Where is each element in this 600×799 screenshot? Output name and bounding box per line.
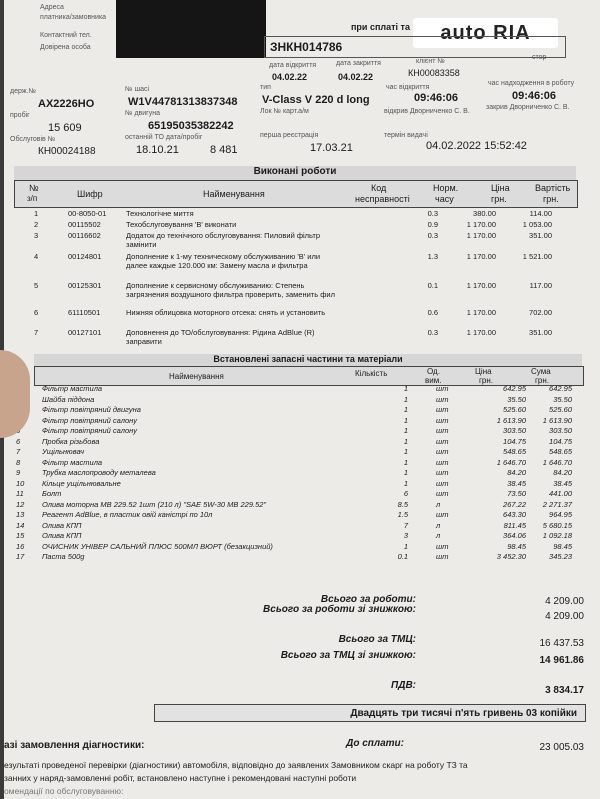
part-qty: 1 bbox=[403, 436, 408, 446]
card-number-label: Лок № карт.а/м bbox=[260, 108, 309, 115]
part-sum: 964.95 bbox=[549, 510, 572, 519]
col-part-sum: Сума bbox=[531, 367, 551, 376]
part-name: ОЧИСНИК УНІВЕР САЛЬНИЙ ПЛЮС 500МЛ ВЮРТ (безакцизний) bbox=[42, 541, 273, 551]
part-sum: 35.50 bbox=[553, 394, 572, 404]
parts-section-title: Встановлені запасні частини та матеріали bbox=[34, 354, 582, 366]
part-qty: 7 bbox=[403, 520, 408, 530]
part-price: 73.50 bbox=[507, 489, 526, 498]
work-cost: 351.00 bbox=[529, 328, 552, 337]
part-sum: 84.20 bbox=[553, 468, 572, 477]
order-time: 09:46:06 bbox=[414, 92, 459, 104]
col-qty: Кількість bbox=[355, 369, 388, 378]
reg-number-label: держ.№ bbox=[10, 88, 37, 95]
work-code: 00-8050-01 bbox=[68, 209, 107, 218]
engine-number-label: № двигуна bbox=[125, 110, 160, 117]
part-qty: 1.5 bbox=[397, 510, 408, 519]
amount-in-words: Двадцять три тисячі п'ять гривень 03 копійки bbox=[350, 708, 577, 719]
order-time-label: час відкриття bbox=[386, 84, 430, 91]
watermark-logo: auto RIA bbox=[413, 18, 558, 48]
part-number: 10 bbox=[16, 478, 25, 488]
col-part-name: Найменування bbox=[169, 372, 224, 381]
part-number: 17 bbox=[16, 552, 25, 561]
col-unit-sub: вим. bbox=[425, 376, 442, 385]
client-label: клієнт № bbox=[416, 58, 445, 65]
close-date: 04.02.22 bbox=[338, 72, 374, 82]
part-number: 16 bbox=[16, 541, 25, 551]
vin: W1V44781313837348 bbox=[128, 96, 238, 108]
col-price-sub: грн. bbox=[491, 194, 507, 204]
part-unit: шт bbox=[436, 405, 449, 414]
part-sum: 5 680.15 bbox=[542, 520, 572, 530]
col-part-price: Ціна bbox=[475, 367, 492, 376]
part-number: 14 bbox=[16, 520, 25, 530]
diagnostics-text-1: езультаті проведеної перевірки (діагностики) автомобіля, відповідно до заявлених Замовником скарг на роботу ТЗ та bbox=[4, 760, 468, 770]
work-name: Додаток до технічного обслуговування: Пиловий фільтр замінити bbox=[126, 231, 320, 249]
part-price: 548.65 bbox=[503, 447, 526, 456]
mileage-label: пробіг bbox=[10, 112, 30, 119]
work-code: 61110501 bbox=[68, 308, 101, 317]
work-price: 1 170.00 bbox=[466, 231, 496, 240]
work-norm: 1.3 bbox=[427, 252, 438, 261]
order-number: ЗНКН014786 bbox=[270, 40, 343, 54]
col-fault-code-sub: несправності bbox=[355, 194, 410, 204]
part-sum: 2 271.37 bbox=[542, 499, 572, 509]
work-name: Технологічне миття bbox=[126, 209, 194, 218]
work-norm: 0.1 bbox=[427, 281, 438, 290]
delivery-datetime: 04.02.2022 15:52:42 bbox=[426, 140, 527, 152]
parts-table-header bbox=[34, 366, 584, 386]
part-number: 11 bbox=[16, 489, 24, 498]
part-unit: шт bbox=[436, 394, 449, 404]
stop-label: стор bbox=[532, 54, 547, 61]
part-qty: 1 bbox=[403, 394, 408, 404]
part-unit: шт bbox=[436, 447, 449, 456]
part-qty: 1 bbox=[403, 415, 408, 425]
part-unit: шт bbox=[436, 552, 449, 561]
work-cost: 702.00 bbox=[529, 308, 552, 317]
vin-label: № шасі bbox=[125, 86, 150, 93]
work-norm: 0.6 bbox=[427, 308, 438, 317]
part-price: 1 646.70 bbox=[496, 457, 526, 467]
diagnostics-text-3: омендації по обслуговуванню: bbox=[4, 786, 124, 796]
part-qty: 8.5 bbox=[397, 499, 408, 509]
work-norm: 0.3 bbox=[427, 209, 438, 218]
part-price: 3 452.30 bbox=[496, 552, 526, 561]
last-visit-mileage: 8 481 bbox=[210, 144, 238, 156]
part-sum: 104.75 bbox=[549, 436, 572, 446]
close-date-label: дата закриття bbox=[336, 60, 381, 67]
part-number: 9 bbox=[16, 468, 21, 477]
trusted-person-label: Довірена особа bbox=[40, 44, 91, 51]
open-date-label: дата відкриття bbox=[269, 62, 317, 69]
part-price: 38.45 bbox=[507, 478, 526, 488]
work-code: 00125301 bbox=[68, 281, 102, 290]
part-unit: л bbox=[436, 499, 441, 509]
contract-number: КН00024188 bbox=[38, 146, 96, 157]
work-code: 00116602 bbox=[68, 231, 101, 240]
col-part-price-sub: грн. bbox=[479, 376, 494, 385]
work-norm: 0.3 bbox=[427, 328, 438, 337]
reg-number: АХ2226НО bbox=[38, 98, 95, 110]
part-unit: шт bbox=[436, 510, 449, 519]
part-sum: 642.95 bbox=[549, 384, 572, 393]
arrival-time-label: час надходження в роботу bbox=[488, 80, 575, 87]
part-qty: 6 bbox=[403, 489, 408, 498]
part-price: 98.45 bbox=[507, 541, 526, 551]
part-price: 303.50 bbox=[503, 426, 526, 435]
diagnostics-heading: азі замовлення діагностики: bbox=[4, 740, 145, 751]
first-reg-label: перша реєстрація bbox=[260, 132, 319, 139]
part-qty: 1 bbox=[403, 478, 408, 488]
part-name: Олива КПП bbox=[42, 520, 82, 530]
goods-total-label: Всього за ТМЦ: bbox=[338, 634, 416, 645]
part-price: 364.06 bbox=[503, 531, 526, 540]
opened-by-label: відкрив Дворниченко С. В. bbox=[384, 108, 470, 115]
part-unit: шт bbox=[436, 478, 449, 488]
part-name: Фільтр повітряний салону bbox=[42, 415, 138, 425]
work-name: Техобслуговування 'B' виконати bbox=[126, 220, 237, 229]
part-qty: 0.1 bbox=[397, 552, 408, 561]
goods-discount-total: 14 961.86 bbox=[539, 655, 584, 666]
work-name: Дополнение к сервисному обслуживанию: Степень загрязнения воздушного фильтра проверить, заменить фил bbox=[126, 281, 335, 299]
part-qty: 1 bbox=[403, 405, 408, 414]
to-pay-label: До сплати: bbox=[346, 738, 404, 749]
work-number: 2 bbox=[34, 220, 39, 229]
col-price: Ціна bbox=[491, 183, 510, 193]
works-discount-label: Всього за роботи зі знижкою: bbox=[263, 604, 416, 615]
to-pay-total: 23 005.03 bbox=[539, 742, 584, 753]
part-price: 525.60 bbox=[503, 405, 526, 414]
contract-label: Обслуговів № bbox=[10, 136, 56, 143]
work-number: 3 bbox=[34, 231, 39, 240]
work-cost: 114.00 bbox=[529, 209, 552, 218]
part-unit: шт bbox=[436, 457, 449, 467]
open-date: 04.02.22 bbox=[272, 72, 308, 82]
arrival-time: 09:46:06 bbox=[512, 90, 557, 102]
col-number: № bbox=[29, 183, 39, 193]
work-norm: 0.9 bbox=[427, 220, 438, 229]
part-name: Пробка різьбова bbox=[42, 436, 100, 446]
closed-by-label: закрив Дворниченко С. В. bbox=[486, 104, 570, 111]
part-price: 84.20 bbox=[507, 468, 526, 477]
col-norm-sub: часу bbox=[435, 194, 454, 204]
work-code: 00127101 bbox=[68, 328, 102, 337]
work-name: Нижняя облицовка моторного отсека: снять и установить bbox=[126, 308, 326, 317]
work-code: 00115502 bbox=[68, 220, 101, 229]
work-cost: 1 521.00 bbox=[522, 252, 552, 261]
redacted-area bbox=[116, 0, 266, 58]
work-cost: 351.00 bbox=[529, 231, 552, 240]
part-unit: шт bbox=[436, 415, 449, 425]
work-price: 1 170.00 bbox=[466, 252, 496, 261]
work-name: Доповнення до ТО/обслуговування: Рідина AdBlue (R) заправити bbox=[126, 328, 315, 346]
part-unit: шт bbox=[436, 489, 449, 498]
work-number: 6 bbox=[34, 308, 39, 317]
col-cost: Вартість bbox=[535, 183, 571, 193]
part-qty: 1 bbox=[403, 541, 408, 551]
part-number: 15 bbox=[16, 531, 25, 540]
works-section-title: Виконані роботи bbox=[14, 166, 576, 180]
part-qty: 1 bbox=[403, 457, 408, 467]
works-table-header bbox=[14, 180, 578, 208]
works-discount-total: 4 209.00 bbox=[545, 611, 584, 622]
work-number: 1 bbox=[34, 209, 39, 218]
work-cost: 1 053.00 bbox=[522, 220, 552, 229]
part-sum: 345.23 bbox=[549, 552, 572, 561]
amount-in-words-box bbox=[154, 704, 586, 722]
part-name: Фільтр повітряний салону bbox=[42, 426, 138, 435]
part-qty: 3 bbox=[403, 531, 408, 540]
work-cost: 117.00 bbox=[529, 281, 552, 290]
part-sum: 98.45 bbox=[553, 541, 572, 551]
work-number: 7 bbox=[34, 328, 39, 337]
col-fault-code: Код bbox=[371, 183, 387, 193]
part-name: Трубка маслопроводу металева bbox=[42, 468, 156, 477]
part-name: Паста 500g bbox=[42, 552, 85, 561]
part-unit: шт bbox=[436, 384, 449, 393]
delivery-term-label: термін видачі bbox=[384, 132, 428, 139]
mileage: 15 609 bbox=[48, 122, 82, 134]
work-number: 5 bbox=[34, 281, 39, 290]
part-price: 811.45 bbox=[503, 520, 526, 530]
col-unit: Од. bbox=[427, 367, 440, 376]
part-name: Фільтр мастила bbox=[42, 457, 103, 467]
part-qty: 1 bbox=[403, 447, 408, 456]
part-unit: шт bbox=[436, 541, 449, 551]
engine-number: 65195035382242 bbox=[148, 120, 234, 132]
works-total-label: Всього за роботи: bbox=[320, 594, 416, 605]
col-cost-sub: грн. bbox=[543, 194, 559, 204]
part-sum: 38.45 bbox=[553, 478, 572, 488]
part-name: Шайба піддона bbox=[42, 394, 95, 404]
part-sum: 548.65 bbox=[549, 447, 572, 456]
part-sum: 1 646.70 bbox=[542, 457, 572, 467]
last-visit-date: 18.10.21 bbox=[136, 144, 179, 156]
goods-total: 16 437.53 bbox=[539, 638, 584, 649]
part-price: 267.22 bbox=[503, 499, 526, 509]
part-unit: шт bbox=[436, 426, 449, 435]
part-price: 104.75 bbox=[503, 436, 526, 446]
part-price: 35.50 bbox=[507, 394, 526, 404]
part-sum: 1 092.18 bbox=[542, 531, 572, 540]
part-unit: л bbox=[436, 520, 441, 530]
part-name: Олива моторна MB 229.52 1шт (210 л) "SAE 5W-30 MB 229.52" bbox=[42, 499, 267, 509]
part-name: Ущільнювач bbox=[42, 447, 85, 456]
part-sum: 441.00 bbox=[549, 489, 572, 498]
invoice-document bbox=[4, 0, 600, 799]
part-sum: 1 613.90 bbox=[542, 415, 572, 425]
part-name: Болт bbox=[42, 489, 62, 498]
vat-total: 3 834.17 bbox=[545, 685, 584, 696]
part-qty: 1 bbox=[403, 426, 408, 435]
part-unit: л bbox=[436, 531, 441, 540]
part-name: Фільтр повітряний двигуна bbox=[42, 405, 141, 414]
part-qty: 1 bbox=[403, 468, 408, 477]
work-price: 1 170.00 bbox=[466, 220, 496, 229]
part-number: 12 bbox=[16, 499, 25, 509]
part-number: 7 bbox=[16, 447, 21, 456]
part-name: Кільце ущільнювальне bbox=[42, 478, 121, 488]
vehicle-type: V-Class V 220 d long bbox=[262, 94, 370, 106]
customer-address-label: платника/замовника bbox=[40, 14, 107, 21]
work-price: 1 170.00 bbox=[466, 328, 496, 337]
work-code: 00124801 bbox=[68, 252, 102, 261]
work-norm: 0.3 bbox=[427, 231, 438, 240]
works-total: 4 209.00 bbox=[545, 596, 584, 607]
part-price: 642.95 bbox=[503, 384, 526, 393]
work-price: 1 170.00 bbox=[466, 281, 496, 290]
part-sum: 525.60 bbox=[549, 405, 572, 414]
work-price: 1 170.00 bbox=[466, 308, 496, 317]
address-label: Адреса bbox=[40, 4, 64, 11]
part-unit: шт bbox=[436, 436, 449, 446]
client-number: КН00083358 bbox=[408, 68, 460, 78]
part-qty: 1 bbox=[403, 384, 408, 393]
col-name: Найменування bbox=[203, 189, 265, 199]
part-number: 6 bbox=[16, 436, 21, 446]
contact-phone-label: Контактний тел. bbox=[40, 32, 92, 39]
part-number: 13 bbox=[16, 510, 25, 519]
type-label: тип bbox=[260, 84, 271, 91]
work-price: 380.00 bbox=[473, 209, 496, 218]
vat-label: ПДВ: bbox=[391, 680, 416, 691]
part-sum: 303.50 bbox=[549, 426, 572, 435]
first-reg-date: 17.03.21 bbox=[310, 142, 353, 154]
work-number: 4 bbox=[34, 252, 39, 261]
last-visit-label: останній ТО дата/пробіг bbox=[125, 134, 203, 141]
col-part-sum-sub: грн. bbox=[535, 376, 550, 385]
part-name: Фільтр мастила bbox=[42, 384, 103, 393]
part-name: Олива КПП bbox=[42, 531, 82, 540]
part-number: 8 bbox=[16, 457, 21, 467]
col-number-sub: з/п bbox=[27, 194, 38, 203]
payment-label: при сплаті та bbox=[351, 22, 410, 32]
col-norm: Норм. bbox=[433, 183, 459, 193]
part-name: Реагент AdBlue, в пластик овій каністрі по 10л bbox=[42, 510, 213, 519]
goods-discount-label: Всього за ТМЦ зі знижкою: bbox=[280, 650, 416, 661]
part-unit: шт bbox=[436, 468, 449, 477]
col-code: Шифр bbox=[77, 189, 103, 199]
work-name: Дополнение к 1-му техническому обслуживанию 'B' или далее каждые 120.000 км: Замену масла и фильтра bbox=[126, 252, 321, 270]
part-price: 1 613.90 bbox=[496, 415, 526, 425]
part-price: 643.30 bbox=[503, 510, 526, 519]
diagnostics-text-2: занних у наряд-замовленні робіт, встановлено наступне і рекомендовані наступні роботи bbox=[4, 773, 357, 783]
